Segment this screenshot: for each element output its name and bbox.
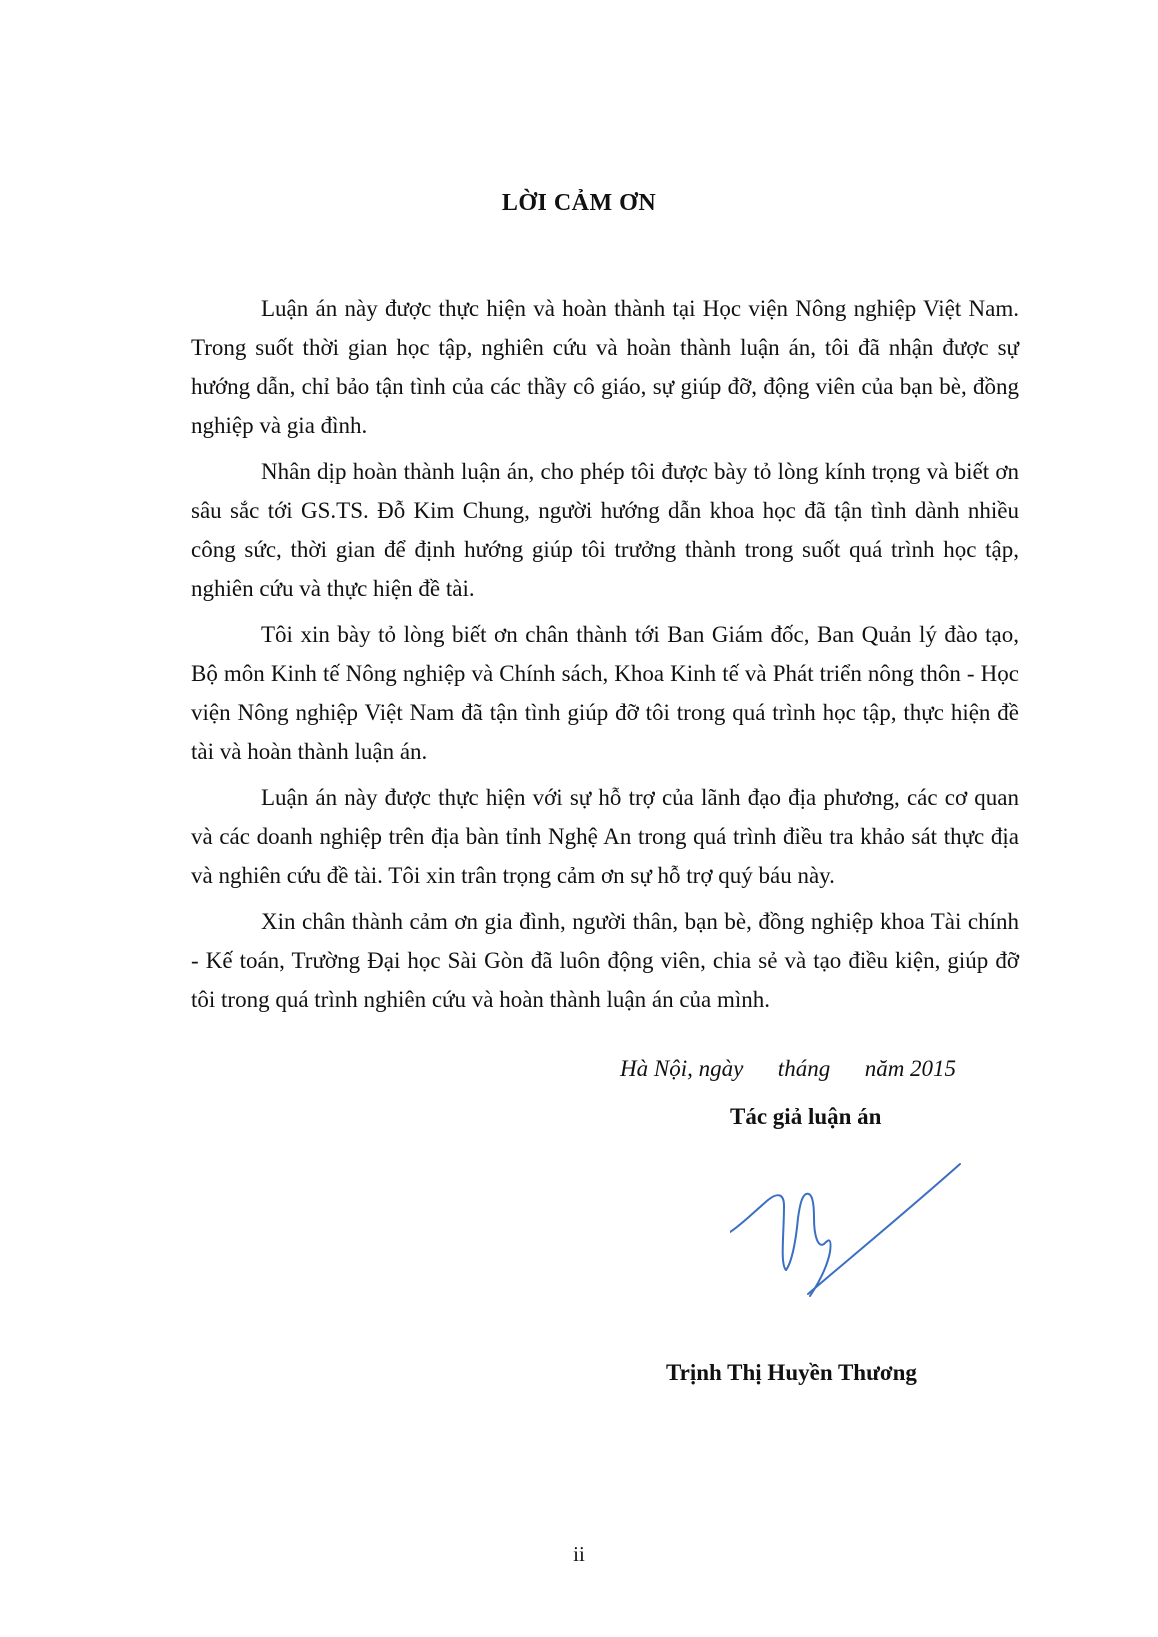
page-title: LỜI CẢM ƠN xyxy=(501,190,657,216)
paragraph-3: Tôi xin bày tỏ lòng biết ơn chân thành tới Ban Giám đốc, Ban Quản lý đào tạo, Bộ môn Kinh tế Nông nghiệp và Chính sách, Khoa Kinh tế và Phát triển nông thôn - Học viện Nông nghiệp Việt Nam đã tận tình giúp đỡ tôi trong quá trình học tập, thực hiện đề tài và hoàn thành luận án. xyxy=(191,622,1019,764)
page-number: ii xyxy=(573,1542,585,1566)
signature-stroke-line xyxy=(808,1164,960,1294)
signature-stroke-hook xyxy=(730,1195,786,1270)
paragraph-1: Luận án này được thực hiện và hoàn thành tại Học viện Nông nghiệp Việt Nam. Trong suốt thời gian học tập, nghiên cứu và hoàn thành luận án, tôi đã nhận được sự hướng dẫn, chỉ bảo tận tình của các thầy cô giáo, sự giúp đỡ, động viên của bạn bè, đồng nghiệp và gia đình. xyxy=(191,296,1019,438)
author-name: Trịnh Thị Huyền Thương xyxy=(666,1360,917,1385)
author-label: Tác giả luận án xyxy=(730,1104,882,1129)
date-place-line: Hà Nội, ngày tháng năm 2015 xyxy=(620,1056,957,1081)
handwritten-signature xyxy=(730,1140,1010,1320)
paragraph-4: Luận án này được thực hiện với sự hỗ trợ của lãnh đạo địa phương, các cơ quan và các doanh nghiệp trên địa bàn tỉnh Nghệ An trong quá trình điều tra khảo sát thực địa và nghiên cứu đề tài. Tôi xin trân trọng cảm ơn sự hỗ trợ quý báu này. xyxy=(191,785,1019,888)
paragraph-2: Nhân dịp hoàn thành luận án, cho phép tôi được bày tỏ lòng kính trọng và biết ơn sâu sắc tới GS.TS. Đỗ Kim Chung, người hướng dẫn khoa học đã tận tình dành nhiều công sức, thời gian để định hướng giúp tôi trưởng thành trong suốt quá trình học tập, nghiên cứu và thực hiện đề tài. xyxy=(191,459,1019,601)
paragraph-5: Xin chân thành cảm ơn gia đình, người thân, bạn bè, đồng nghiệp khoa Tài chính - Kế toán, Trường Đại học Sài Gòn đã luôn động viên, chia sẻ và tạo điều kiện, giúp đỡ tôi trong quá trình nghiên cứu và hoàn thành luận án của mình. xyxy=(191,909,1019,1012)
acknowledgement-body xyxy=(191,289,1019,1026)
